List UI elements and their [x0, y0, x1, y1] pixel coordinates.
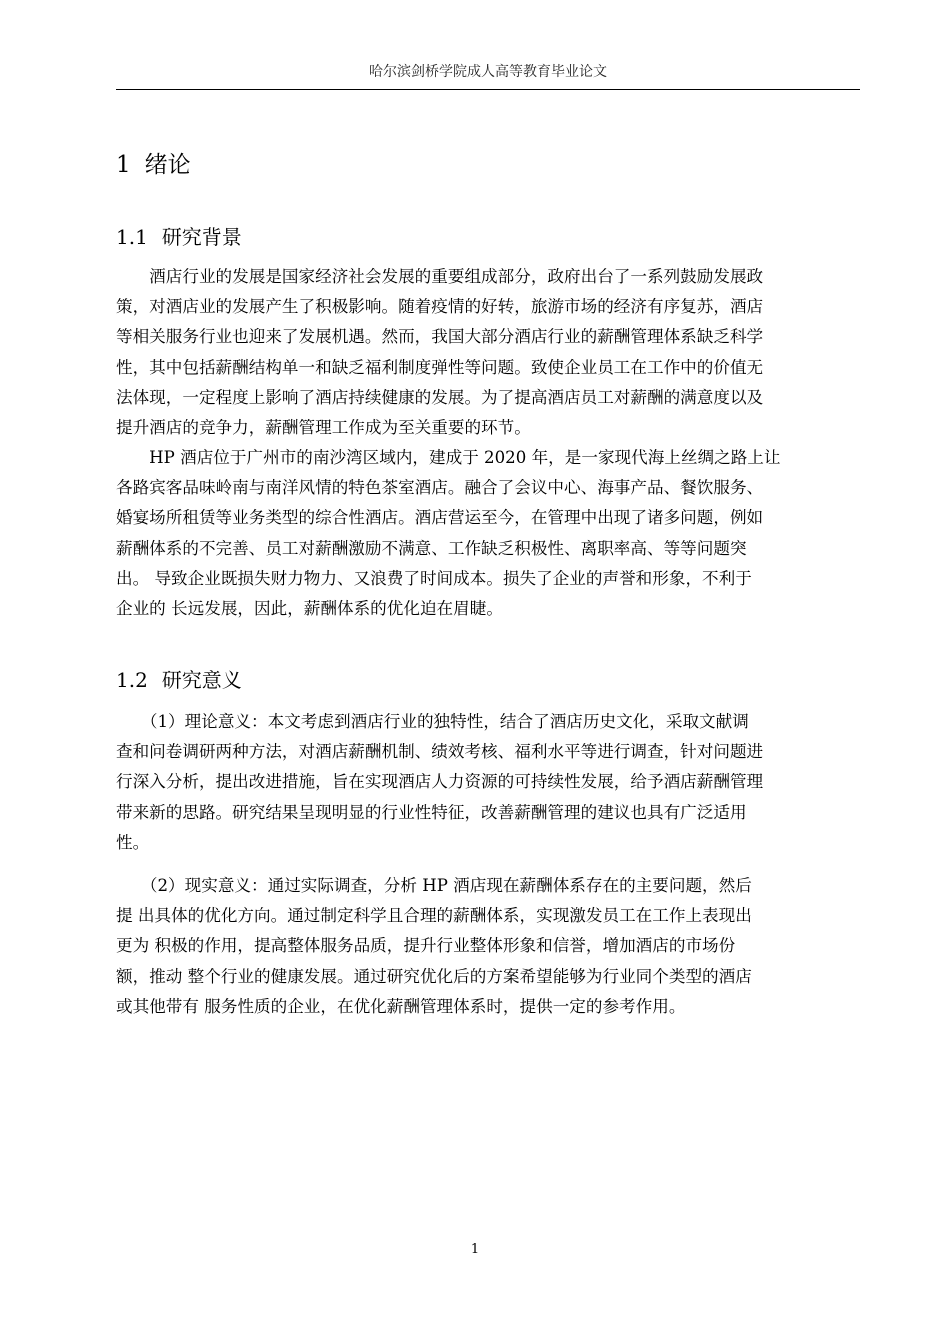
text-line: 出。 导致企业既损失财力物力、又浪费了时间成本。损失了企业的声誉和形象，不利于: [116, 568, 752, 588]
text-line: HP 酒店位于广州市的南沙湾区域内，建成于 2020 年，是一家现代海上丝绸之路上让: [116, 448, 781, 467]
header-divider: [116, 89, 860, 90]
text-line: 行深入分析，提出改进措施，旨在实现酒店人力资源的可持续性发展，给予酒店薪酬管理: [116, 772, 764, 792]
significance-paragraph-theory: [116, 707, 860, 858]
text-line: 性，其中包括薪酬结构单一和缺乏福利制度弹性等问题。致使企业员工在工作中的价值无: [116, 357, 764, 377]
chapter-number: 1: [116, 152, 131, 178]
text-line: （2）现实意义：通过实际调查，分析 HP 酒店现在薪酬体系存在的主要问题，然后: [116, 876, 752, 895]
text-line: 或其他带有 服务性质的企业，在优化薪酬管理体系时，提供一定的参考作用。: [116, 996, 686, 1016]
text-line: 各路宾客品味岭南与南洋风情的特色茶室酒店。融合了会议中心、海事产品、餐饮服务、: [116, 478, 764, 498]
text-line: 等相关服务行业也迎来了发展机遇。然而，我国大部分酒店行业的薪酬管理体系缺乏科学: [116, 327, 764, 347]
chapter-heading: [116, 148, 191, 182]
text-line: 薪酬体系的不完善、员工对薪酬激励不满意、工作缺乏积极性、离职率高、等等问题突: [116, 538, 747, 558]
section-heading-1-1: [116, 222, 242, 252]
text-line: （1）理论意义：本文考虑到酒店行业的独特性，结合了酒店历史文化，采取文献调: [116, 712, 749, 731]
chapter-title: 绪论: [144, 152, 191, 178]
section-number: 1.2: [116, 668, 148, 692]
text-line: 带来新的思路。研究结果呈现明显的行业性特征，改善薪酬管理的建议也具有广泛适用: [116, 802, 747, 822]
section-heading-1-2: [116, 665, 242, 695]
background-paragraph-2: [116, 443, 860, 624]
section-title: 研究背景: [161, 225, 242, 249]
page-number: 1: [470, 1242, 480, 1257]
text-line: 查和问卷调研两种方法，对酒店薪酬机制、绩效考核、福利水平等进行调查，针对问题进: [116, 742, 764, 762]
text-line: 额，推动 整个行业的健康发展。通过研究优化后的方案希望能够为行业同个类型的酒店: [116, 966, 752, 986]
text-line: 提升酒店的竞争力，薪酬管理工作成为至关重要的环节。: [116, 417, 531, 437]
text-line: 性。: [116, 832, 150, 852]
running-header: 哈尔滨剑桥学院成人高等教育毕业论文: [369, 64, 607, 80]
significance-paragraph-practice: [116, 871, 860, 1022]
text-line: 更为 积极的作用，提高整体服务品质，提升行业整体形象和信誉，增加酒店的市场份: [116, 936, 736, 956]
text-line: 婚宴场所租赁等业务类型的综合性酒店。酒店营运至今，在管理中出现了诸多问题，例如: [116, 508, 764, 528]
text-line: 提 出具体的优化方向。通过制定科学且合理的薪酬体系，实现激发员工在工作上表现出: [116, 906, 752, 926]
text-line: 酒店行业的发展是国家经济社会发展的重要组成部分，政府出台了一系列鼓励发展政: [116, 267, 764, 286]
text-line: 法体现，一定程度上影响了酒店持续健康的发展。为了提高酒店员工对薪酬的满意度以及: [116, 387, 764, 407]
text-line: 企业的 长远发展，因此，薪酬体系的优化迫在眉睫。: [116, 598, 503, 618]
section-title: 研究意义: [161, 668, 242, 692]
text-line: 策，对酒店业的发展产生了积极影响。随着疫情的好转，旅游市场的经济有序复苏，酒店: [116, 297, 764, 317]
section-number: 1.1: [116, 225, 148, 249]
background-paragraph-1: [116, 262, 860, 443]
